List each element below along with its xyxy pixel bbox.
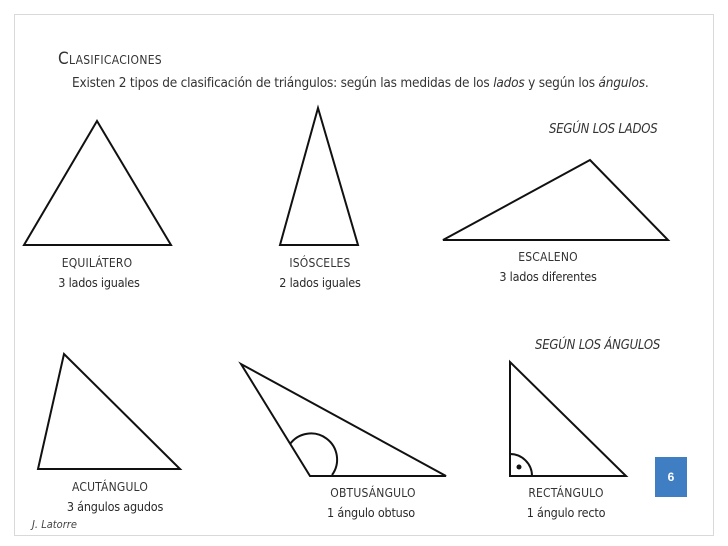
right-angle-dot (517, 465, 522, 470)
intro-before: Existen 2 tipos de clasificación de triángulos: según las medidas de los (72, 75, 494, 91)
slide-title: Clasificaciones (58, 49, 162, 69)
intro-lados: lados (493, 75, 525, 91)
obtuse-triangle (241, 364, 446, 476)
caption-rectangulo-name: RECTÁNGULO (528, 486, 604, 500)
caption-obtusangulo-name: OBTUSÁNGULO (330, 486, 416, 500)
right-triangle (510, 362, 626, 476)
right-angle-arc (510, 454, 532, 476)
caption-isosceles-name: ISÓSCELES (289, 256, 351, 270)
caption-rectangulo-desc: 1 ángulo recto (526, 505, 606, 520)
caption-acutangulo-name: ACUTÁNGULO (71, 480, 149, 494)
caption-equilatero-desc: 3 lados iguales (58, 275, 140, 290)
section-label-angles: SEGÚN LOS ÁNGULOS (535, 338, 661, 353)
page-number-badge: 6 (655, 457, 687, 497)
caption-obtusangulo-desc: 1 ángulo obtuso (327, 505, 415, 520)
isosceles-triangle (280, 108, 358, 245)
caption-acutangulo-desc: 3 ángulos agudos (66, 499, 164, 514)
equilateral-triangle (24, 121, 171, 245)
caption-escaleno-name: ESCALENO (518, 250, 578, 264)
scalene-triangle (443, 160, 668, 240)
caption-isosceles-desc: 2 lados iguales (279, 275, 361, 290)
caption-equilatero-name: EQUILÁTERO (61, 256, 133, 270)
section-label-sides: SEGÚN LOS LADOS (549, 122, 658, 137)
author-credit: J. Latorre (32, 518, 77, 531)
caption-escaleno-desc: 3 lados diferentes (499, 269, 597, 284)
acute-triangle (38, 354, 180, 469)
intro-angulos: ángulos (598, 75, 645, 91)
intro-middle: y según los (524, 75, 599, 91)
intro-after: . (644, 75, 649, 91)
